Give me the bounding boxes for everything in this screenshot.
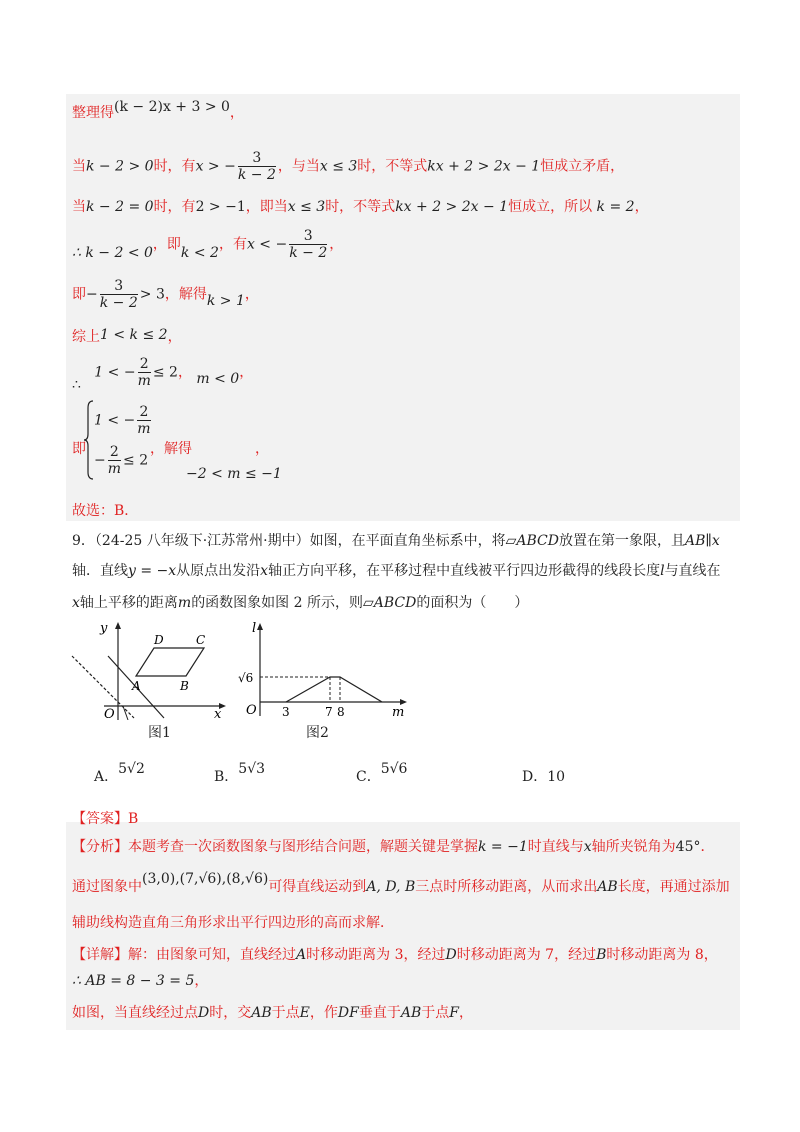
fig2-l-label: l — [252, 621, 257, 636]
fig2-sqrt6-label: √6 — [238, 671, 254, 685]
fig2-tick-8: 8 — [337, 705, 345, 719]
solution-line-6: 综上1 < k ≤ 2， — [72, 327, 182, 345]
option-c[interactable]: C．5√6 — [356, 761, 408, 785]
fig2-tick-7: 7 — [325, 705, 333, 719]
fig1-D-label: D — [154, 633, 164, 647]
solution-line-7: ∴ 1 < − $\frac{2}{m}$ ≤ 2， m < 0， — [72, 356, 254, 393]
option-a[interactable]: A．5√2 — [94, 761, 145, 785]
solution-line-8-label: 即 — [72, 441, 86, 457]
question-line-2: 轴．直线y = −x从原点出发沿x轴正方向平移，在平移过程中直线被平行四边形截得的线段长度l与直线在 — [72, 563, 721, 579]
system-row-2: − $\frac{2}{m}$ ≤ 2 — [94, 444, 149, 477]
fig2-m-label: m — [392, 705, 405, 720]
fig1-y-label: y — [100, 621, 108, 636]
system-row-1: 1 < − $\frac{2}{m}$ — [94, 404, 151, 437]
figure-2 — [234, 620, 414, 720]
solution-line-3: 当k − 2 = 0时，有2 > −1，即当x ≤ 3时，不等式kx + 2 > 2x − 1恒成立，所以 k = 2， — [72, 199, 649, 215]
option-b[interactable]: B．5√3 — [214, 761, 266, 785]
fig1-B-label: B — [180, 679, 189, 693]
solution-line-8-text: ，解得 — [150, 441, 192, 457]
analysis-line-3: 辅助线构造直角三角形求出平行四边形的高而求解． — [72, 915, 394, 931]
question-line-1: 9．（24-25 八年级下·江苏常州·期中）如图，在平面直角坐标系中，将▱ABCD放置在第一象限，且AB∥x — [72, 533, 720, 549]
solution-line-5: 即− $\frac{3}{k - 2}$ > 3，解得k > 1， — [72, 278, 259, 311]
solution-line-9: 故选：B． — [72, 503, 139, 519]
answer-line: 【答案】B — [72, 811, 139, 827]
question-line-3: x轴上平移的距离m的函数图象如图 2 所示，则▱ABCD的面积为（ ） — [72, 595, 529, 611]
figure-1 — [66, 620, 226, 720]
solution-line-2: 当k − 2 > 0时，有x > − $\frac{3}{k - 2}$ ，与当x ≤ 3时，不等式kx + 2 > 2x − 1恒成立矛盾， — [72, 150, 625, 183]
detail-line-1: 【详解】解：由图象可知，直线经过A时移动距离为 3，经过D时移动距离为 7，经过B时移动距离为 8， — [72, 947, 718, 963]
option-d[interactable]: D．10 — [522, 769, 566, 785]
figure-1-caption: 图1 — [148, 725, 171, 741]
solution-line-8-result: −2 < m ≤ −1 — [186, 466, 282, 482]
fig1-x-label: x — [214, 707, 222, 720]
solution-line-4: ∴ k − 2 < 0，即k < 2，有x < − $\frac{3}{k - 2}$ ， — [72, 228, 344, 261]
fig1-origin-label: O — [104, 707, 115, 720]
figure-2-caption: 图2 — [306, 725, 329, 741]
analysis-line-1: 【分析】本题考查一次函数图象与图形结合问题，解题关键是掌握k = −1时直线与x轴所夹锐角为45°． — [72, 839, 715, 855]
fig2-origin-label: O — [246, 703, 257, 718]
fig1-C-label: C — [196, 633, 206, 647]
detail-line-3: 如图，当直线经过点D时，交AB于点E，作DF垂直于AB于点F， — [72, 1005, 473, 1021]
fig1-A-label: A — [132, 679, 141, 693]
solution-line-8-comma: ， — [255, 441, 269, 457]
fig2-tick-3: 3 — [282, 705, 290, 719]
analysis-line-2: 通过图象中(3,0),(7,√6),(8,√6)可得直线运动到A, D, B三点时所移动距离，从而求出AB长度，再通过添加 — [72, 871, 730, 895]
solution-line-1: 整理得(k − 2)x + 3 > 0， — [72, 99, 244, 121]
detail-line-2: ∴ AB = 8 − 3 = 5， — [72, 973, 209, 989]
system-brace — [84, 400, 94, 480]
